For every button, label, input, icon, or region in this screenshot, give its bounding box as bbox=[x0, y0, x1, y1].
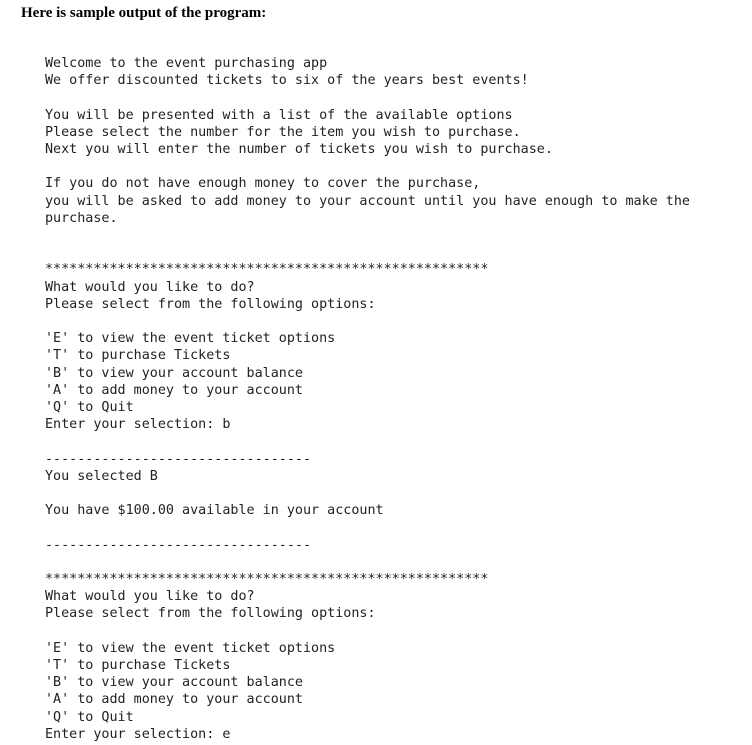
money-note-line: If you do not have enough money to cover the purchase, bbox=[45, 176, 481, 192]
balance-line: You have $100.00 available in your account bbox=[45, 503, 384, 519]
menu-instruction: Please select from the following options: bbox=[45, 606, 376, 622]
menu-option-b: 'B' to view your account balance bbox=[45, 675, 303, 691]
money-note-line: you will be asked to add money to your account until you have enough to make the bbox=[45, 193, 690, 209]
selection-line: Enter your selection: b bbox=[45, 417, 231, 433]
menu-option-e: 'E' to view the event ticket options bbox=[45, 640, 336, 656]
dash-separator: --------------------------------- bbox=[45, 451, 312, 467]
selection-line: Enter your selection: e bbox=[45, 726, 231, 742]
blank-line bbox=[45, 227, 745, 244]
instruction-line: You will be presented with a list of the available options bbox=[45, 107, 513, 123]
blank-line bbox=[45, 433, 745, 450]
menu-prompt: What would you like to do? bbox=[45, 279, 255, 295]
money-note-line: purchase. bbox=[45, 210, 118, 226]
blank-line bbox=[45, 485, 745, 502]
star-separator: ******************************************************* bbox=[45, 262, 489, 278]
instruction-line: Next you will enter the number of tickets you wish to purchase. bbox=[45, 142, 553, 157]
menu-option-t: 'T' to purchase Tickets bbox=[45, 657, 231, 673]
menu-option-a: 'A' to add money to your account bbox=[45, 382, 303, 398]
blank-line bbox=[45, 554, 745, 571]
menu-option-q: 'Q' to Quit bbox=[45, 709, 134, 725]
console-output bbox=[45, 55, 745, 743]
menu-option-e: 'E' to view the event ticket options bbox=[45, 331, 336, 347]
menu-option-q: 'Q' to Quit bbox=[45, 399, 134, 415]
blank-line bbox=[45, 158, 745, 175]
document-heading: Here is sample output of the program: bbox=[21, 5, 267, 21]
instruction-line: Please select the number for the item you wish to purchase. bbox=[45, 124, 521, 140]
intro-line: We offer discounted tickets to six of the years best events! bbox=[45, 73, 529, 89]
blank-line bbox=[45, 89, 745, 106]
dash-separator: --------------------------------- bbox=[45, 537, 312, 553]
blank-line bbox=[45, 313, 745, 330]
menu-option-t: 'T' to purchase Tickets bbox=[45, 348, 231, 364]
blank-line bbox=[45, 623, 745, 640]
blank-line bbox=[45, 519, 745, 536]
menu-option-b: 'B' to view your account balance bbox=[45, 365, 303, 381]
selected-line: You selected B bbox=[45, 468, 158, 484]
menu-prompt: What would you like to do? bbox=[45, 589, 255, 605]
star-separator: ******************************************************* bbox=[45, 571, 489, 587]
menu-instruction: Please select from the following options: bbox=[45, 296, 376, 312]
intro-line: Welcome to the event purchasing app bbox=[45, 56, 328, 71]
blank-line bbox=[45, 244, 745, 261]
menu-option-a: 'A' to add money to your account bbox=[45, 692, 303, 708]
